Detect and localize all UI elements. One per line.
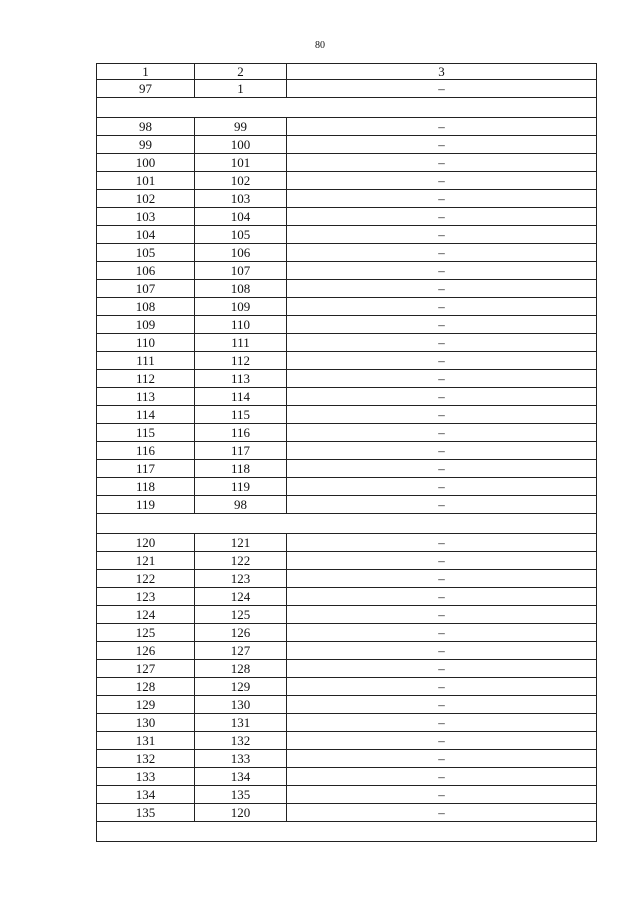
table-cell-col1: 103 — [97, 208, 195, 226]
table-cell-col2: 120 — [195, 804, 287, 822]
table-cell-col2: 1 — [195, 80, 287, 98]
table-cell-col3: – — [287, 172, 597, 190]
table-cell-col2: 115 — [195, 406, 287, 424]
table-cell-col3: – — [287, 154, 597, 172]
table-cell-col1: 128 — [97, 678, 195, 696]
table-cell-col1: 117 — [97, 460, 195, 478]
table-cell-col2: 114 — [195, 388, 287, 406]
table-row — [97, 352, 597, 370]
table-cell-col3: – — [287, 714, 597, 732]
table-cell-col3: – — [287, 262, 597, 280]
data-table — [96, 63, 597, 842]
table-cell-col2: 122 — [195, 552, 287, 570]
table-cell-col3: – — [287, 588, 597, 606]
table-cell-col3: – — [287, 624, 597, 642]
table-cell-col1: 106 — [97, 262, 195, 280]
table-cell-col2: 132 — [195, 732, 287, 750]
table-row — [97, 534, 597, 552]
table-cell-col1: 110 — [97, 334, 195, 352]
table-cell-col2: 109 — [195, 298, 287, 316]
table-row — [97, 406, 597, 424]
table-cell-col1: 122 — [97, 570, 195, 588]
table-row — [97, 642, 597, 660]
table-cell-col1: 105 — [97, 244, 195, 262]
column-header-1: 1 — [97, 64, 195, 80]
table-row — [97, 496, 597, 514]
table-cell-col2: 126 — [195, 624, 287, 642]
table-cell-col1: 130 — [97, 714, 195, 732]
table-cell-col2: 100 — [195, 136, 287, 154]
table-cell-col3: – — [287, 80, 597, 98]
table-cell-col3: – — [287, 768, 597, 786]
table-cell-col2: 125 — [195, 606, 287, 624]
table-cell-col3: – — [287, 208, 597, 226]
table-cell-col2: 113 — [195, 370, 287, 388]
table-row — [97, 660, 597, 678]
table-cell-col1: 111 — [97, 352, 195, 370]
table-cell-col1: 99 — [97, 136, 195, 154]
group-separator-row — [97, 822, 597, 842]
table-cell-col3: – — [287, 136, 597, 154]
table-cell-col1: 129 — [97, 696, 195, 714]
table-row — [97, 226, 597, 244]
table-cell-col2: 102 — [195, 172, 287, 190]
table-cell-col1: 116 — [97, 442, 195, 460]
table-cell-col3: – — [287, 190, 597, 208]
table-cell-col2: 104 — [195, 208, 287, 226]
table-cell-col1: 101 — [97, 172, 195, 190]
table-row — [97, 136, 597, 154]
table-cell-col1: 133 — [97, 768, 195, 786]
table-row — [97, 244, 597, 262]
table-cell-col1: 126 — [97, 642, 195, 660]
table-cell-col2: 127 — [195, 642, 287, 660]
table-cell-col1: 100 — [97, 154, 195, 172]
table-row — [97, 786, 597, 804]
table-cell-col1: 125 — [97, 624, 195, 642]
table-row — [97, 298, 597, 316]
table-cell-col2: 101 — [195, 154, 287, 172]
table-cell-col1: 97 — [97, 80, 195, 98]
table-cell-col3: – — [287, 406, 597, 424]
table-row — [97, 280, 597, 298]
table-cell-col3: – — [287, 678, 597, 696]
table-row — [97, 262, 597, 280]
table-cell-col3: – — [287, 642, 597, 660]
table-row — [97, 442, 597, 460]
table-cell-col2: 99 — [195, 118, 287, 136]
table-cell-col3: – — [287, 334, 597, 352]
table-cell-col1: 113 — [97, 388, 195, 406]
table-cell-col3: – — [287, 226, 597, 244]
table-row — [97, 732, 597, 750]
table-cell-col3: – — [287, 280, 597, 298]
table-cell-col3: – — [287, 606, 597, 624]
table-cell-col3: – — [287, 118, 597, 136]
table-cell-col3: – — [287, 298, 597, 316]
table-cell-col2: 129 — [195, 678, 287, 696]
table-cell-col2: 110 — [195, 316, 287, 334]
page-number: 80 — [315, 40, 325, 51]
table-cell-col1: 123 — [97, 588, 195, 606]
table-cell-col2: 106 — [195, 244, 287, 262]
table-cell-col1: 102 — [97, 190, 195, 208]
table-row — [97, 478, 597, 496]
separator-cell — [97, 514, 597, 534]
table-cell-col2: 117 — [195, 442, 287, 460]
table-row — [97, 696, 597, 714]
column-header-2: 2 — [195, 64, 287, 80]
table-cell-col2: 133 — [195, 750, 287, 768]
table-cell-col3: – — [287, 496, 597, 514]
table-cell-col2: 105 — [195, 226, 287, 244]
table-cell-col2: 134 — [195, 768, 287, 786]
table-cell-col3: – — [287, 478, 597, 496]
table-cell-col2: 118 — [195, 460, 287, 478]
table-row — [97, 460, 597, 478]
table-cell-col1: 112 — [97, 370, 195, 388]
table-cell-col3: – — [287, 804, 597, 822]
table-row — [97, 154, 597, 172]
table-cell-col3: – — [287, 316, 597, 334]
table-cell-col1: 98 — [97, 118, 195, 136]
table-cell-col2: 112 — [195, 352, 287, 370]
column-header-3: 3 — [287, 64, 597, 80]
table-row — [97, 172, 597, 190]
table-cell-col1: 119 — [97, 496, 195, 514]
group-separator-row — [97, 98, 597, 118]
table-cell-col2: 111 — [195, 334, 287, 352]
table-row — [97, 624, 597, 642]
group-separator-row — [97, 514, 597, 534]
table-cell-col3: – — [287, 534, 597, 552]
table-cell-col1: 121 — [97, 552, 195, 570]
table-cell-col3: – — [287, 244, 597, 262]
table-cell-col2: 135 — [195, 786, 287, 804]
separator-cell — [97, 98, 597, 118]
table-cell-col2: 116 — [195, 424, 287, 442]
table-row — [97, 804, 597, 822]
table-cell-col3: – — [287, 732, 597, 750]
table-cell-col1: 118 — [97, 478, 195, 496]
table-cell-col1: 124 — [97, 606, 195, 624]
table-cell-col2: 119 — [195, 478, 287, 496]
table-cell-col1: 109 — [97, 316, 195, 334]
table-cell-col1: 131 — [97, 732, 195, 750]
table-row — [97, 316, 597, 334]
table-cell-col1: 114 — [97, 406, 195, 424]
table-cell-col2: 123 — [195, 570, 287, 588]
table-cell-col2: 124 — [195, 588, 287, 606]
table-row — [97, 424, 597, 442]
table-cell-col3: – — [287, 352, 597, 370]
table-cell-col3: – — [287, 370, 597, 388]
table-row — [97, 190, 597, 208]
table-cell-col1: 115 — [97, 424, 195, 442]
table-cell-col3: – — [287, 460, 597, 478]
table-cell-col3: – — [287, 424, 597, 442]
separator-cell — [97, 822, 597, 842]
table-cell-col1: 134 — [97, 786, 195, 804]
table-row — [97, 750, 597, 768]
header-row — [97, 64, 597, 80]
table-cell-col2: 103 — [195, 190, 287, 208]
table-cell-col1: 108 — [97, 298, 195, 316]
table-cell-col3: – — [287, 696, 597, 714]
table-row — [97, 588, 597, 606]
table-row — [97, 208, 597, 226]
table-cell-col3: – — [287, 442, 597, 460]
table-row — [97, 370, 597, 388]
table-cell-col2: 128 — [195, 660, 287, 678]
table-cell-col3: – — [287, 750, 597, 768]
table-cell-col1: 120 — [97, 534, 195, 552]
table-cell-col1: 132 — [97, 750, 195, 768]
table-cell-col1: 127 — [97, 660, 195, 678]
table-cell-col2: 130 — [195, 696, 287, 714]
table-cell-col1: 107 — [97, 280, 195, 298]
table-cell-col2: 131 — [195, 714, 287, 732]
table-cell-col3: – — [287, 552, 597, 570]
table-cell-col2: 98 — [195, 496, 287, 514]
table-row — [97, 80, 597, 98]
table-row — [97, 606, 597, 624]
table-row — [97, 570, 597, 588]
table-cell-col1: 135 — [97, 804, 195, 822]
table-cell-col3: – — [287, 786, 597, 804]
table-body — [97, 64, 597, 842]
table-row — [97, 678, 597, 696]
table-row — [97, 768, 597, 786]
table-row — [97, 552, 597, 570]
table-row — [97, 388, 597, 406]
table-cell-col2: 108 — [195, 280, 287, 298]
table-cell-col2: 121 — [195, 534, 287, 552]
table-cell-col2: 107 — [195, 262, 287, 280]
table-cell-col3: – — [287, 570, 597, 588]
table-row — [97, 714, 597, 732]
table-cell-col1: 104 — [97, 226, 195, 244]
table-row — [97, 118, 597, 136]
table-cell-col3: – — [287, 388, 597, 406]
table-row — [97, 334, 597, 352]
table-cell-col3: – — [287, 660, 597, 678]
